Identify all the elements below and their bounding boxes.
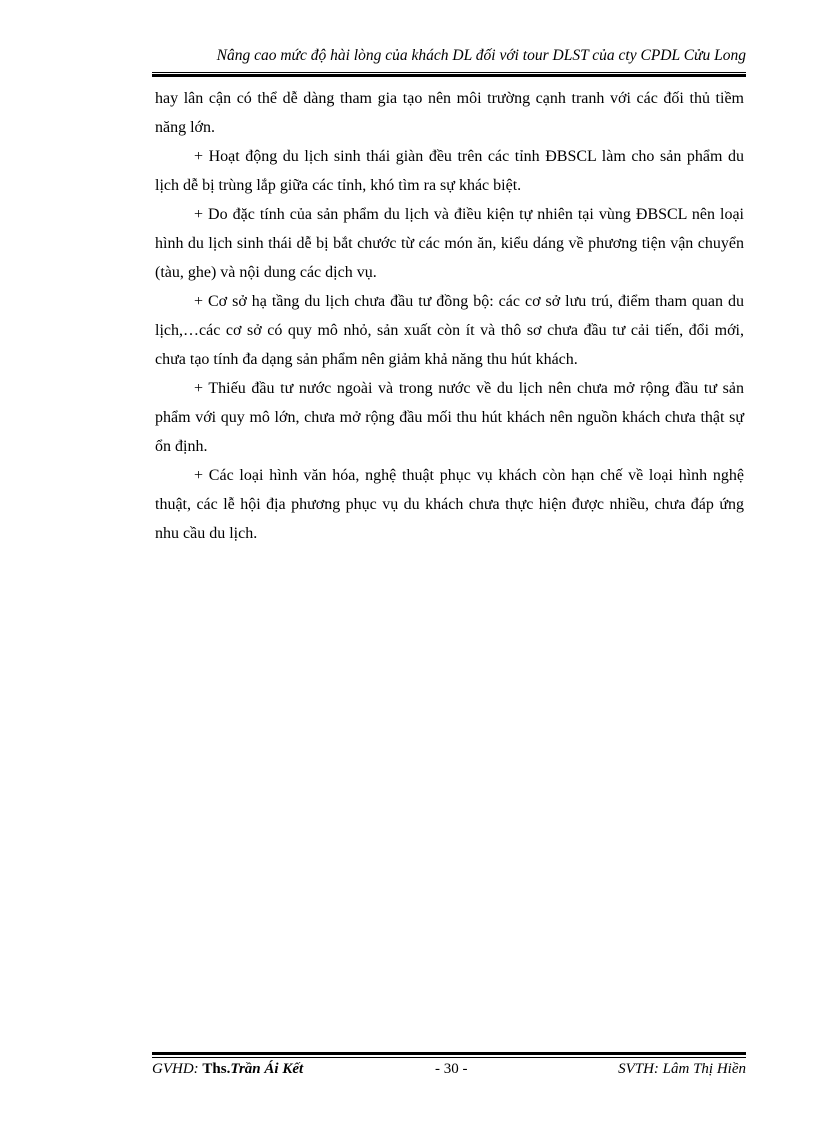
footer-rule-thick [152, 1052, 746, 1055]
advisor-title: Ths. [202, 1061, 231, 1077]
advisor-separator: : [193, 1061, 203, 1077]
paragraph-3: + Cơ sở hạ tầng du lịch chưa đầu tư đồng bộ: các cơ sở lưu trú, điểm tham quan du lịch,…các cơ sở có quy mô nhỏ, sản xuất còn ít và thô sơ chưa đầu tư cải tiến, đổi mới, chưa tạo tính đa dạng sản phẩm nên giảm khả năng thu hút khách. [155, 293, 744, 368]
paragraph-4: + Thiếu đầu tư nước ngoài và trong nước về du lịch nên chưa mở rộng đầu tư sản phẩm với quy mô lớn, chưa mở rộng đầu mối thu hút khách nên nguồn khách chưa thật sự ổn định. [155, 380, 744, 455]
paragraph-5: + Các loại hình văn hóa, nghệ thuật phục vụ khách còn hạn chế về loại hình nghệ thuật, các lễ hội địa phương phục vụ du khách chưa thực hiện được nhiều, chưa đáp ứng nhu cầu du lịch. [155, 467, 744, 542]
advisor-label: GVHD [152, 1061, 194, 1077]
header-rule-thick [152, 74, 746, 77]
page-number: - 30 - [435, 1061, 468, 1077]
advisor-name: Trần Ái Kết [230, 1061, 304, 1077]
footer-line [152, 1059, 746, 1079]
footer-advisor [152, 1059, 303, 1079]
footer-student: SVTH: Lâm Thị Hiền [618, 1061, 746, 1077]
body-text [155, 84, 744, 548]
header-rule-thin [152, 72, 746, 73]
paragraph-1: + Hoạt động du lịch sinh thái giàn đều trên các tỉnh ĐBSCL làm cho sản phẩm du lịch dễ bị trùng lắp giữa các tỉnh, khó tìm ra sự khác biệt. [155, 148, 744, 194]
paragraph-2: + Do đặc tính của sản phẩm du lịch và điều kiện tự nhiên tại vùng ĐBSCL nên loại hình du lịch sinh thái dễ bị bắt chước từ các món ăn, kiểu dáng về phương tiện vận chuyển (tàu, ghe) và nội dung các dịch vụ. [155, 206, 744, 281]
footer-rule-thin [152, 1057, 746, 1058]
header-title: Nâng cao mức độ hài lòng của khách DL đối với tour DLST của cty CPDL Cửu Long [216, 47, 746, 64]
paragraph-continuation: hay lân cận có thể dễ dàng tham gia tạo nên môi trường cạnh tranh với các đối thủ tiềm năng lớn. [155, 90, 744, 136]
